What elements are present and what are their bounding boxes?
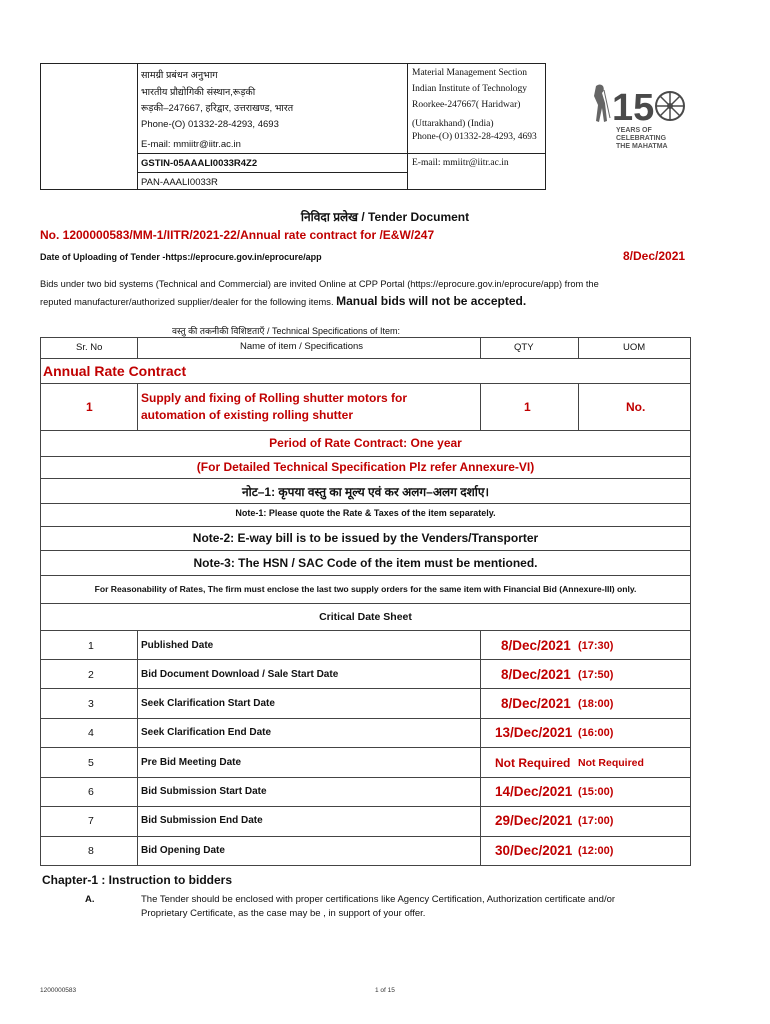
doc-title: निविदा प्रलेख / Tender Document xyxy=(300,210,470,224)
row-time: (16:00) xyxy=(578,727,614,739)
header-email: E-mail: mmiitr@iitr.ac.in xyxy=(141,139,241,150)
col-header-srno: Sr. No xyxy=(76,342,103,353)
row-time: (15:00) xyxy=(578,786,614,798)
gandhi-150-logo xyxy=(582,78,694,153)
instruction-letter: A. xyxy=(85,894,95,905)
period-of-contract: Period of Rate Contract: One year xyxy=(269,436,462,450)
row-time: (18:00) xyxy=(578,698,614,710)
row-date: 30/Dec/2021 xyxy=(495,843,573,858)
row-number: 3 xyxy=(88,698,94,710)
tender-date: 8/Dec/2021 xyxy=(623,249,686,263)
reasonability-note: For Reasonability of Rates, The firm must enclose the last two supply orders for the same item with Financial Bid (Annexure-III) only. xyxy=(94,584,637,594)
header-hindi-line: भारतीय प्रौद्योगिकी संस्थान,रूड़की xyxy=(141,87,256,98)
note-3: Note-3: The HSN / SAC Code of the item must be mentioned. xyxy=(193,556,538,570)
col-header-qty: QTY xyxy=(514,342,534,353)
item-qty: 1 xyxy=(524,400,531,414)
logo-line: CELEBRATING xyxy=(616,135,667,142)
logo-line: THE MAHATMA xyxy=(616,143,668,150)
footer-doc-id: 1200000583 xyxy=(40,987,77,994)
chapter-title: Chapter-1 : Instruction to bidders xyxy=(42,873,233,887)
header-pan: PAN-AAALI0033R xyxy=(141,177,218,188)
row-number: 7 xyxy=(88,815,94,827)
row-label: Bid Document Download / Sale Start Date xyxy=(141,669,339,680)
row-date: 8/Dec/2021 xyxy=(501,696,571,711)
hindi-note: नोट–1: कृपया वस्तु का मूल्य एवं कर अलग–अलग दर्शाए। xyxy=(241,485,490,499)
bids-text: reputed manufacturer/authorized supplier/dealer for the following items. xyxy=(40,297,334,307)
item-name-line1: Supply and fixing of Rolling shutter motors for xyxy=(141,391,407,405)
item-name-line2: automation of existing rolling shutter xyxy=(141,408,354,422)
tender-number: No. 1200000583/MM-1/IITR/2021-22/Annual rate contract for /E&W/247 xyxy=(40,228,435,242)
instruction-line2: Proprietary Certificate, as the case may be , in support of your offer. xyxy=(141,908,426,919)
row-label: Bid Submission Start Date xyxy=(141,786,267,797)
annexure-note: (For Detailed Technical Specification Plz refer Annexure-VI) xyxy=(196,460,535,474)
critical-date-title: Critical Date Sheet xyxy=(319,611,412,623)
item-srno: 1 xyxy=(86,400,93,414)
header-right-line: Material Management Section xyxy=(412,68,528,78)
row-time: (17:30) xyxy=(578,640,614,652)
row-time: Not Required xyxy=(578,757,644,769)
row-number: 8 xyxy=(88,845,94,857)
svg-text:15: 15 xyxy=(612,87,655,129)
header-right-line: (Uttarakhand) (India) xyxy=(412,119,494,129)
header-gstin: GSTIN-05AAALI0033R4Z2 xyxy=(141,158,258,169)
row-date: Not Required xyxy=(495,756,571,770)
row-label: Bid Submission End Date xyxy=(141,815,263,826)
row-label: Published Date xyxy=(141,640,214,651)
note-2: Note-2: E-way bill is to be issued by the Venders/Transporter xyxy=(192,531,539,545)
header-email-right: E-mail: mmiitr@iitr.ac.in xyxy=(412,158,509,168)
row-label: Seek Clarification Start Date xyxy=(141,698,275,709)
col-header-name: Name of item / Specifications xyxy=(240,341,364,352)
row-date: 14/Dec/2021 xyxy=(495,784,573,799)
logo-line: YEARS OF xyxy=(616,127,652,134)
note-1: Note-1: Please quote the Rate & Taxes of the item separately. xyxy=(235,508,496,518)
row-date: 13/Dec/2021 xyxy=(495,725,573,740)
header-box xyxy=(40,63,546,190)
row-time: (17:50) xyxy=(578,669,614,681)
header-hindi-line: सामग्री प्रबंधन अनुभाग xyxy=(141,70,218,81)
col-header-uom: UOM xyxy=(623,342,646,353)
row-label: Seek Clarification End Date xyxy=(141,727,272,738)
row-date: 8/Dec/2021 xyxy=(501,638,571,653)
row-time: (12:00) xyxy=(578,845,614,857)
header-right-line: Indian Institute of Technology xyxy=(412,84,527,94)
row-number: 6 xyxy=(88,786,94,798)
spec-caption: वस्तु की तकनीकी विशिष्टताएँ / Technical Specifications of Item: xyxy=(172,326,401,336)
footer-page-number: 1 of 15 xyxy=(375,987,395,994)
row-date: 29/Dec/2021 xyxy=(495,813,573,828)
row-number: 1 xyxy=(88,640,94,652)
header-phone: Phone-(O) 01332-28-4293, 4693 xyxy=(141,119,279,130)
item-uom: No. xyxy=(626,400,646,414)
bids-intro-line2 xyxy=(40,294,526,308)
header-hindi-line: रूड़की–247667, हरिद्वार, उत्तराखण्ड, भारत xyxy=(141,103,294,114)
header-right-line: Roorkee-247667( Haridwar) xyxy=(412,100,521,110)
manual-bids-warning: Manual bids will not be accepted. xyxy=(336,294,527,308)
section-title: Annual Rate Contract xyxy=(43,363,187,379)
row-number: 5 xyxy=(88,757,94,769)
header-right-line: Phone-(O) 01332-28-4293, 4693 xyxy=(412,132,537,142)
upload-date-label: Date of Uploading of Tender -https://eprocure.gov.in/eprocure/app xyxy=(40,252,322,262)
row-number: 2 xyxy=(88,669,94,681)
row-label: Pre Bid Meeting Date xyxy=(141,757,242,768)
row-date: 8/Dec/2021 xyxy=(501,667,571,682)
row-label: Bid Opening Date xyxy=(141,845,225,856)
row-number: 4 xyxy=(88,727,94,739)
row-time: (17:00) xyxy=(578,815,614,827)
bids-intro-line: Bids under two bid systems (Technical and Commercial) are invited Online at CPP Portal (https://eprocure.gov.in/eprocure/app) from the xyxy=(40,279,599,289)
instruction-line1: The Tender should be enclosed with proper certifications like Agency Certification, Authorization certificate and/or xyxy=(141,894,616,905)
